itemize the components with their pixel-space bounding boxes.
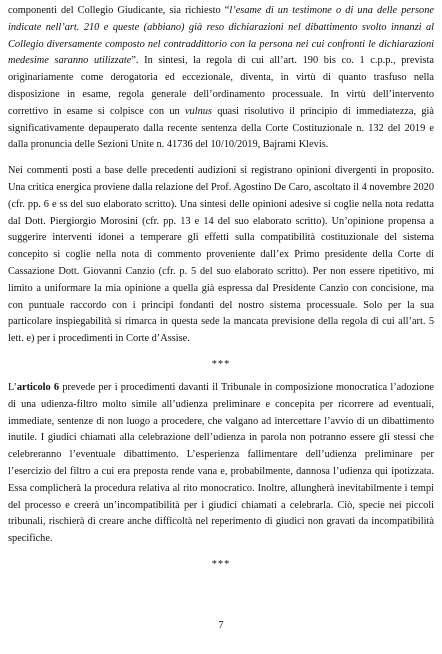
paragraph-collegio-giudicante [8,3,434,154]
paragraph-text: quasi risolutivo il principio di immediatezza, già significativamente depauperato dalla recente sentenza della Corte Costituzionale n. 132 del 2019 e dalla pronuncia delle Sezioni Unite n. 41736 del 10/10/2019, Bajrami Klevis. [8,105,434,151]
paragraph-text: ”. In sintesi, la regola di cui all’art. 190 bis co. 1 c.p.p., prevista originariamente come derogatoria ed eccezionale, diventa, in virtù di quanto trasfuso nella disposizione in esame, regola generale dell’ordinamento processuale. In virtù dell’intervento correttivo in esame si colpisce con un [8,55,434,117]
paragraph-text: componenti del Collegio Giudicante, sia richiesto “ [8,5,230,16]
paragraph-articolo-6 [8,380,434,548]
latin-term: vulnus [184,105,212,117]
quoted-article-text: l’esame di un testimone o di una delle persone indicate nell’art. 210 e queste (abbiano) già reso dichiarazioni nel dibattimento svolto innanzi al Collegio diversamente composto nel contraddittorio con la persona nei cui confronti le dichiarazioni medesime saranno utilizzate [8,5,434,67]
section-separator: *** [211,358,231,370]
paragraph-commenti: Nei commenti posti a base delle precedenti audizioni si registrano opinioni divergenti in proposito. Una critica energica proviene dalla relazione del Prof. Agostino De Caro, ascoltato il 4 novembre 2020 (cfr. pp. 6 e ss del suo elaborato scritto). Una sintesi delle opinioni adesive si coglie nella nota redatta dal Dott. Piergiorgio Morosini (cfr. pp. 13 e 14 del suo elaborato scritto). Un’opinione propensa a suggerire interventi idonei a temperare gli effetti sulla compatibilità costituzionale del sistema concepito si coglie nella nota di commento proveniente dall’ex Primo presidente della Corte di Cassazione Dott. Giovanni Canzio (cfr. p. 5 del suo elaborato scritto). Per non essere ripetitivo, mi limito a uniformare la mia opinione a quella già espressa dal Presidente Canzio con concisione, ma con puntuale raccordo con i principi fondanti del nostro sistema processuale. Solo per la sua particolare inspiegabilità si rimarca in questa sede la mancata previsione della regola di cui all’art. 5 lett. e) per i procedimenti in Corte d’Assise. [8,165,434,345]
article-reference: articolo 6 [16,381,60,393]
paragraph-text: L’ [8,381,17,393]
paragraph-text: prevede per i procedimenti davanti il Tribunale in composizione monocratica l’adozione di una udienza-filtro molto simile all’udienza preliminare e concepita per ricorrere ad eventuali, immediate, sentenze di non luogo a procedere, che valgano ad intercettare l’avvio di un dibattimento inutile. I giudici chiamati alla celebrazione dell’udienza in parola non potranno essere gli stessi che celebreranno l’eventuale dibattimento. L’esperienza fallimentare dell’udienza preliminare per l’esercizio del filtro a cui era preposta rende vana e, probabilmente, dannosa l’udienza qui ipotizzata. Essa complicherà la procedura relativa al rito monocratico. Inoltre, allungherà inevitabilmente i tempi del processo e creerà un’incompatibilità per i giudici chiamati a celebrarla. Ciò, specie nei piccoli tribunali, rischierà di creare anche difficoltà nel reperimento di giudici non gravati da incompatibilità specifiche. [8,381,434,545]
section-separator: *** [211,558,231,570]
page-number: 7 [218,620,224,631]
